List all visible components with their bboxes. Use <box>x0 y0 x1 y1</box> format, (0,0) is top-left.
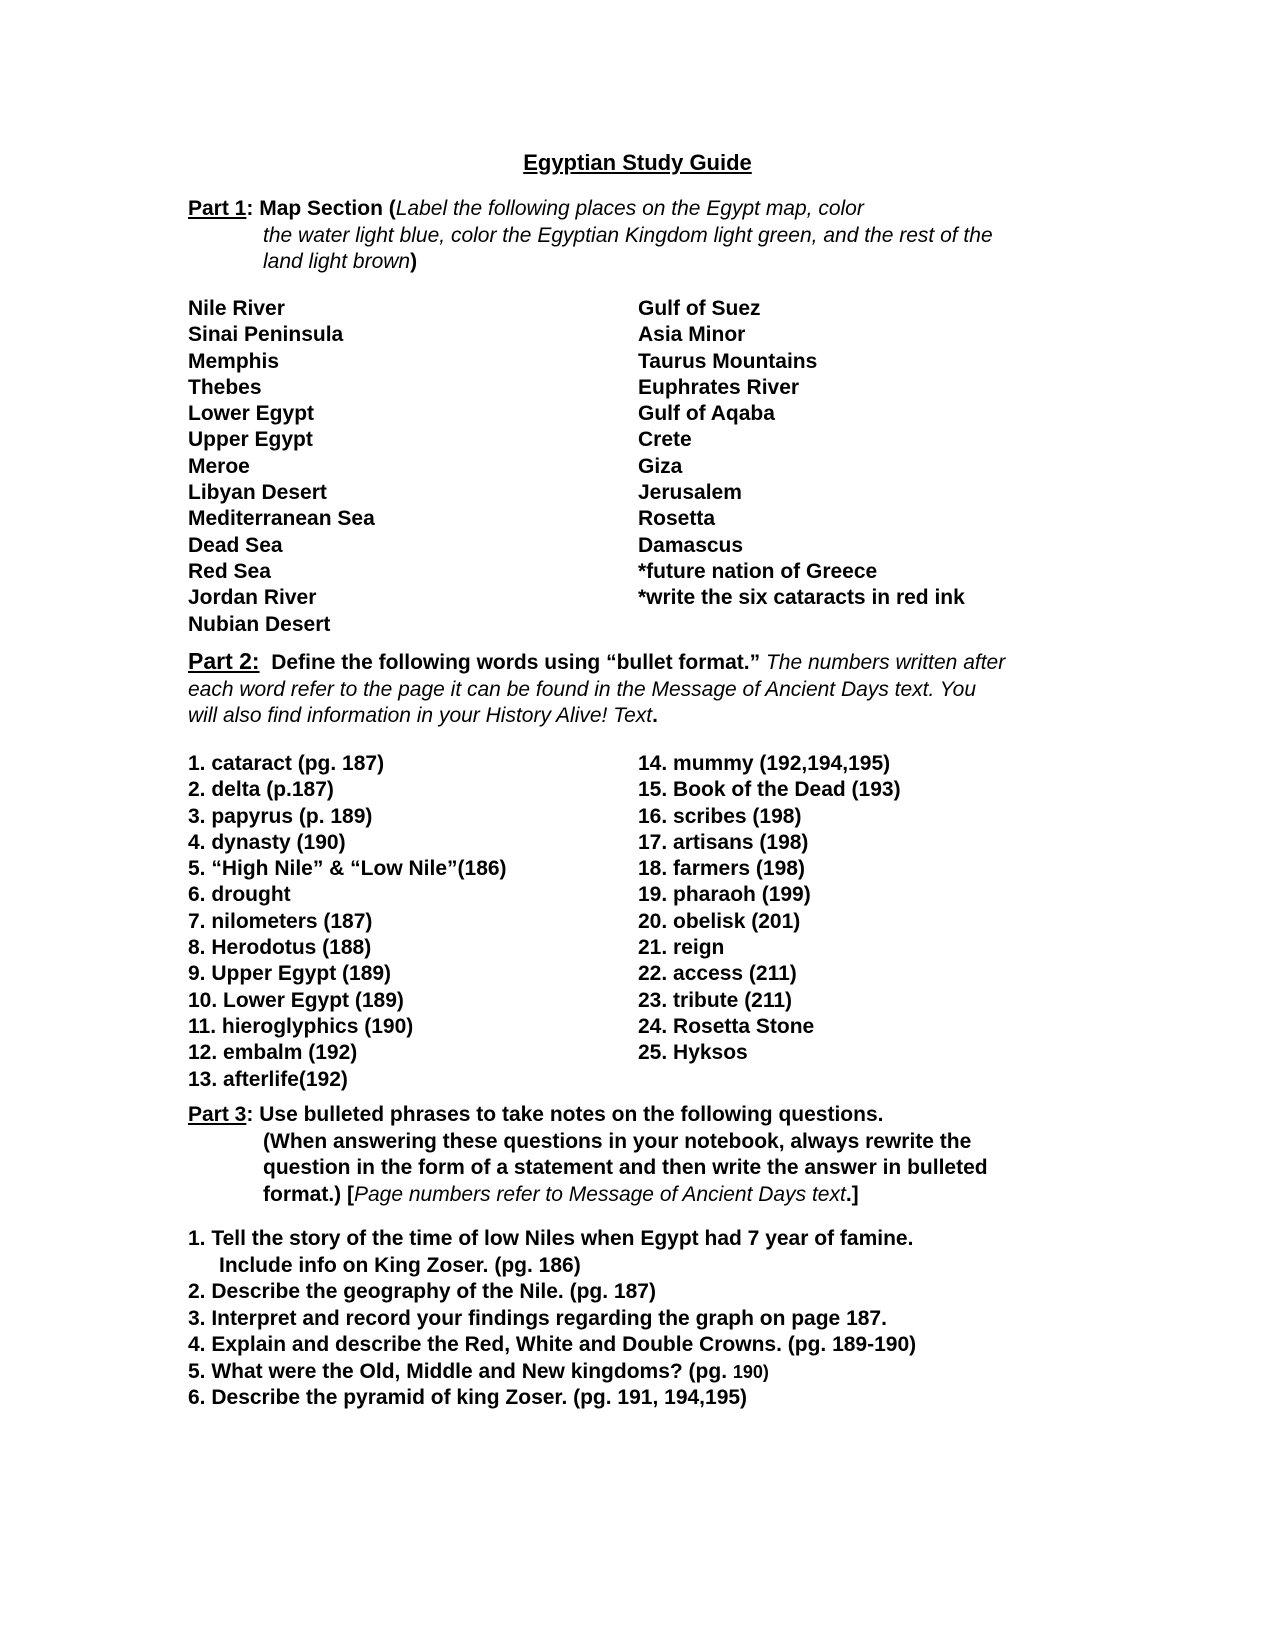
word-item: 7. nilometers (187) <box>188 909 373 933</box>
place-item: Jerusalem <box>638 481 742 505</box>
question-6: 6. Describe the pyramid of king Zoser. (pg. 191, 194,195) <box>188 1386 748 1409</box>
places-right-column <box>638 296 1088 612</box>
word-item: 5. “High Nile” & “Low Nile”(186) <box>188 857 507 881</box>
page-title: Egyptian Study Guide <box>523 150 752 175</box>
part3-line4-start: format.) [ <box>263 1182 354 1206</box>
word-item: 24. Rosetta Stone <box>638 1014 815 1038</box>
part3-line4-italic: Page numbers refer to Message of Ancient Days text <box>354 1182 846 1206</box>
word-item: 4. dynasty (190) <box>188 830 346 854</box>
place-item: Meroe <box>188 454 250 478</box>
place-item: Dead Sea <box>188 533 283 557</box>
part1-instructions-line1: Label the following places on the Egypt map, color <box>395 197 864 220</box>
word-item: 17. artisans (198) <box>638 830 809 854</box>
place-item: Gulf of Aqaba <box>638 402 775 426</box>
part1-header <box>188 196 1088 276</box>
place-item: Mediterranean Sea <box>188 507 375 531</box>
part1-instructions-line3: land light brown <box>263 250 411 273</box>
word-item: 14. mummy (192,194,195) <box>638 752 891 775</box>
place-item: Asia Minor <box>638 323 746 347</box>
part1-colon: : <box>246 197 254 220</box>
part3-questions <box>188 1226 1088 1412</box>
part2-header <box>188 648 1088 730</box>
word-item: 16. scribes (198) <box>638 804 802 828</box>
place-item: Upper Egypt <box>188 428 313 452</box>
place-item: Libyan Desert <box>188 481 327 505</box>
word-item: 21. reign <box>638 936 725 960</box>
word-item: 8. Herodotus (188) <box>188 936 372 960</box>
question-5: 5. What were the Old, Middle and New kingdoms? (pg. <box>188 1359 733 1383</box>
part3-line2: (When answering these questions in your notebook, always rewrite the <box>263 1129 972 1153</box>
word-item: 6. drought <box>188 883 291 907</box>
words-right-column <box>638 751 1088 1067</box>
word-item: 20. obelisk (201) <box>638 909 801 933</box>
place-item: Red Sea <box>188 559 271 583</box>
part1-close-paren: ) <box>410 250 418 273</box>
word-item: 13. afterlife(192) <box>188 1067 348 1091</box>
question-1-line2: Include info on King Zoser. (pg. 186) <box>219 1253 581 1277</box>
place-item: Damascus <box>638 533 744 557</box>
part3-line4-end: .] <box>845 1182 859 1206</box>
word-item: 9. Upper Egypt (189) <box>188 962 392 986</box>
part3-header <box>188 1102 1088 1208</box>
place-item: *write the six cataracts in red ink <box>638 586 965 610</box>
question-2: 2. Describe the geography of the Nile. (pg. 187) <box>188 1280 656 1303</box>
place-item: Nile River <box>188 297 285 320</box>
part3-colon: : <box>246 1103 254 1126</box>
place-item: Crete <box>638 428 692 452</box>
word-item: 11. hieroglyphics (190) <box>188 1014 414 1038</box>
part2-end: . <box>652 704 658 727</box>
part3-line3: question in the form of a statement and then write the answer in bulleted <box>263 1156 988 1179</box>
word-item: 22. access (211) <box>638 962 797 986</box>
question-1-line1: 1. Tell the story of the time of low Niles when Egypt had 7 year of famine. <box>188 1227 914 1250</box>
part3-line1: Use bulleted phrases to take notes on the following questions. <box>259 1103 884 1126</box>
word-item: 25. Hyksos <box>638 1041 748 1065</box>
part1-instructions-line2: the water light blue, color the Egyptian Kingdom light green, and the rest of the <box>263 223 993 247</box>
place-item: Gulf of Suez <box>638 297 761 320</box>
part2-instructions-line1: The numbers written after <box>765 651 1006 674</box>
word-item: 10. Lower Egypt (189) <box>188 988 404 1012</box>
word-item: 23. tribute (211) <box>638 988 793 1012</box>
question-4: 4. Explain and describe the Red, White and Double Crowns. (pg. 189-190) <box>188 1333 917 1356</box>
part2-heading: Define the following words using “bullet format.” <box>271 651 761 674</box>
word-item: 18. farmers (198) <box>638 857 805 881</box>
words-left-column <box>188 751 628 1093</box>
part2-instructions-line3: will also find information in your History Alive! Text <box>188 704 653 727</box>
place-item: *future nation of Greece <box>638 559 878 583</box>
place-item: Thebes <box>188 375 262 399</box>
place-item: Giza <box>638 454 683 478</box>
places-left-column <box>188 296 628 638</box>
place-item: Taurus Mountains <box>638 349 818 373</box>
question-3: 3. Interpret and record your findings regarding the graph on page 187. <box>188 1306 887 1330</box>
place-item: Lower Egypt <box>188 402 315 426</box>
place-item: Sinai Peninsula <box>188 323 344 347</box>
part1-heading: Map Section ( <box>259 197 396 220</box>
place-item: Rosetta <box>638 507 716 531</box>
part1-label: Part 1 <box>188 197 247 220</box>
place-item: Euphrates River <box>638 375 800 399</box>
word-item: 3. papyrus (p. 189) <box>188 804 373 828</box>
word-item: 2. delta (p.187) <box>188 778 334 802</box>
question-5-page: 190) <box>732 1361 769 1382</box>
place-item: Memphis <box>188 349 280 373</box>
word-item: 15. Book of the Dead (193) <box>638 778 901 802</box>
word-item: 1. cataract (pg. 187) <box>188 752 385 775</box>
part2-instructions-line2: each word refer to the page it can be found in the Message of Ancient Days text. You <box>188 677 976 701</box>
part3-label: Part 3 <box>188 1103 247 1126</box>
part2-label: Part 2: <box>188 648 260 674</box>
word-item: 12. embalm (192) <box>188 1041 358 1065</box>
place-item: Nubian Desert <box>188 612 331 636</box>
word-item: 19. pharaoh (199) <box>638 883 811 907</box>
place-item: Jordan River <box>188 586 317 610</box>
